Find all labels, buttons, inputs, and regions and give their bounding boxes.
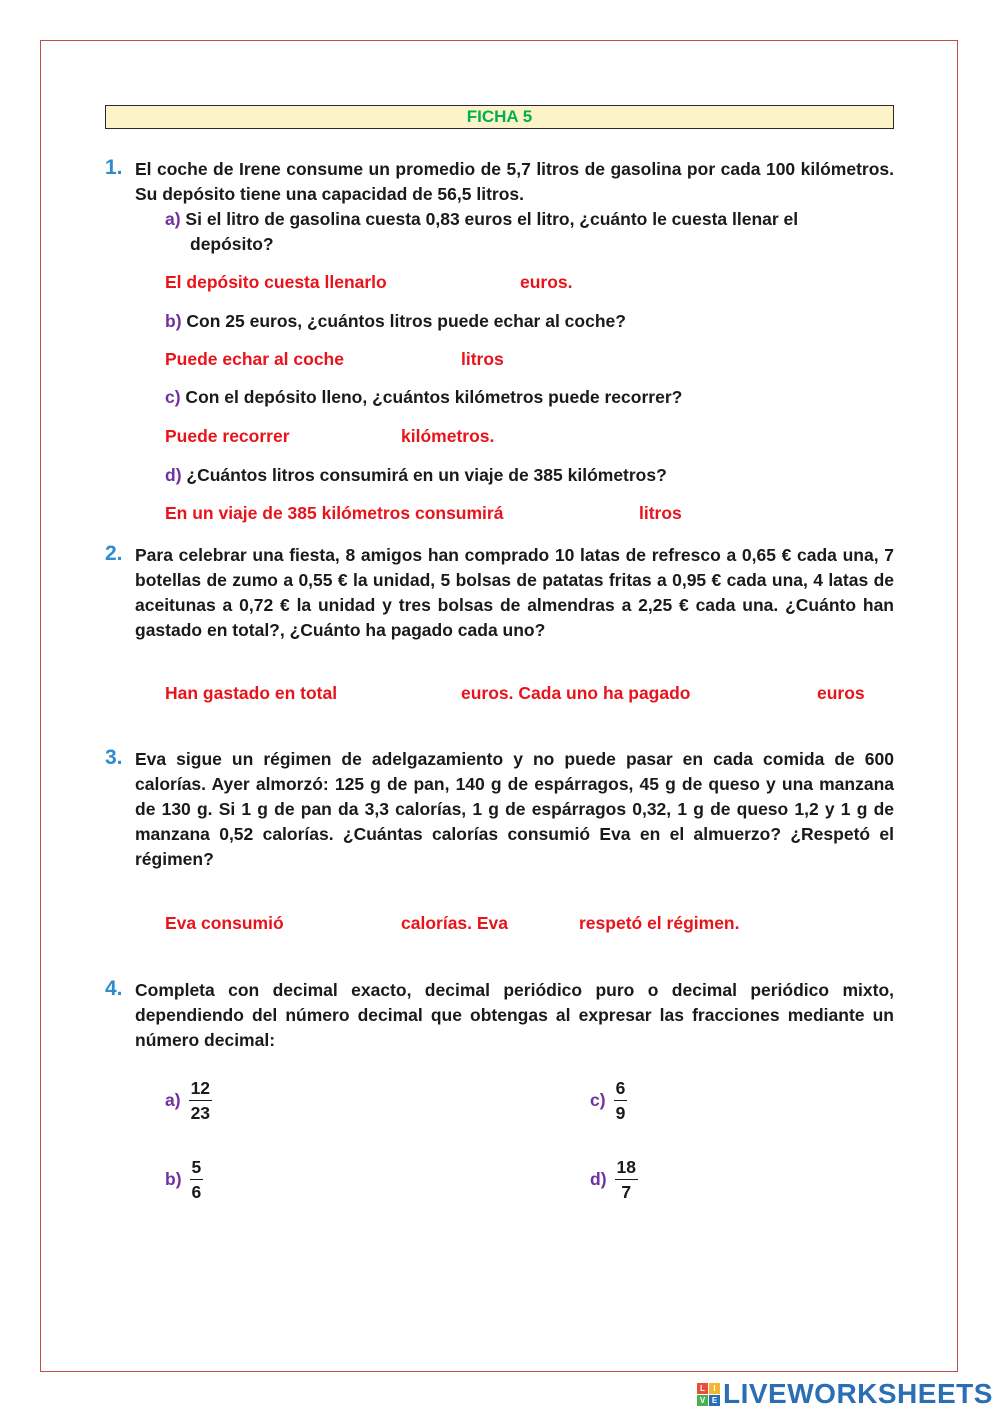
fraction-c-denominator: 9 bbox=[615, 1103, 626, 1123]
question-3-text: Eva sigue un régimen de adelgazamiento y no puede pasar en cada comida de 600 calorías. Ayer almorzó: 125 g de pan, 140 g de espárragos, 45 g de queso y una manzana de 130 g. Si 1 g de pan da 3,3 calorías, 1 g de espárragos 0,32, 1 g de queso 1,2 y 1 g de manzana 0,52 calorías. ¿Cuántas calorías consumió Eva en el almuerzo? ¿Respetó el régimen? bbox=[135, 749, 894, 869]
fraction-b-letter: b) bbox=[165, 1169, 182, 1189]
fraction-d-denominator: 7 bbox=[621, 1182, 632, 1202]
fraction-item-a bbox=[165, 1078, 212, 1123]
fraction-item-c bbox=[590, 1078, 627, 1123]
answer-1b-suffix: litros bbox=[461, 349, 504, 369]
answer-1c-suffix: kilómetros. bbox=[401, 426, 495, 446]
question-1d bbox=[165, 463, 894, 488]
question-1c bbox=[165, 385, 894, 410]
fraction-b-denominator: 6 bbox=[191, 1182, 202, 1202]
answer-3-part2: calorías. Eva bbox=[401, 913, 509, 933]
answer-2-part1: Han gastado en total bbox=[165, 683, 338, 703]
question-1b-letter: b) bbox=[165, 311, 182, 331]
fraction-item-b bbox=[165, 1157, 203, 1202]
question-1d-letter: d) bbox=[165, 465, 182, 485]
question-1b-text: Con 25 euros, ¿cuántos litros puede echar al coche? bbox=[181, 311, 626, 331]
question-1a-letter: a) bbox=[165, 209, 181, 229]
question-4-text: Completa con decimal exacto, decimal periódico puro o decimal periódico mixto, dependiendo del número decimal que obtengas al expresar las fracciones mediante un número decimal: bbox=[135, 980, 894, 1050]
question-1b bbox=[165, 309, 894, 334]
answer-3-part1: Eva consumió bbox=[165, 913, 284, 933]
fraction-a-numerator: 12 bbox=[189, 1078, 212, 1101]
fraction-a-denominator: 23 bbox=[190, 1103, 211, 1123]
fraction-d-letter: d) bbox=[590, 1169, 607, 1189]
answer-1c-prefix: Puede recorrer bbox=[165, 426, 290, 446]
question-1a bbox=[165, 207, 894, 257]
question-4-number: 4. bbox=[105, 977, 123, 1000]
fraction-d-numerator: 18 bbox=[615, 1157, 638, 1180]
brand-name: LIVEWORKSHEETS bbox=[723, 1378, 993, 1409]
logo-letter-l: L bbox=[697, 1383, 708, 1394]
fraction-c bbox=[614, 1078, 628, 1123]
fraction-c-numerator: 6 bbox=[614, 1078, 628, 1101]
answer-1d-suffix: litros bbox=[639, 503, 682, 523]
liveworksheets-logo-icon bbox=[697, 1383, 720, 1406]
logo-letter-i: I bbox=[709, 1383, 720, 1394]
answer-1d-prefix: En un viaje de 385 kilómetros consumirá bbox=[165, 503, 504, 523]
answer-2-part2: euros. Cada uno ha pagado bbox=[461, 683, 691, 703]
fraction-c-letter: c) bbox=[590, 1090, 606, 1110]
question-1d-text: ¿Cuántos litros consumirá en un viaje de 385 kilómetros? bbox=[181, 465, 667, 485]
logo-letter-v: V bbox=[697, 1395, 708, 1406]
liveworksheets-brand[interactable] bbox=[697, 1378, 993, 1410]
question-3-number: 3. bbox=[105, 746, 123, 769]
question-1c-text: Con el depósito lleno, ¿cuántos kilómetros puede recorrer? bbox=[180, 387, 683, 407]
worksheet-title: FICHA 5 bbox=[105, 105, 894, 129]
question-2-number: 2. bbox=[105, 542, 123, 565]
question-1c-letter: c) bbox=[165, 387, 181, 407]
answer-1a-prefix: El depósito cuesta llenarlo bbox=[165, 272, 387, 292]
fraction-item-d bbox=[590, 1157, 638, 1202]
answer-1a-suffix: euros. bbox=[520, 272, 573, 292]
question-2-text: Para celebrar una fiesta, 8 amigos han comprado 10 latas de refresco a 0,65 € cada una, 7 botellas de zumo a 0,55 € la unidad, 5 bolsas de patatas fritas a 0,95 € cada una, 4 latas de aceitunas a 0,72 € la unidad y tres bolsas de almendras a 2,25 € cada una. ¿Cuánto han gastado en total?, ¿Cuánto ha pagado cada uno? bbox=[135, 545, 894, 640]
question-1a-text-line2: depósito? bbox=[190, 234, 274, 254]
fraction-b-numerator: 5 bbox=[190, 1157, 204, 1180]
question-1-number: 1. bbox=[105, 156, 123, 179]
logo-letter-e: E bbox=[709, 1395, 720, 1406]
fraction-a bbox=[189, 1078, 212, 1123]
fraction-b bbox=[190, 1157, 204, 1202]
fraction-a-letter: a) bbox=[165, 1090, 181, 1110]
answer-3-part3: respetó el régimen. bbox=[579, 913, 740, 933]
fraction-d bbox=[615, 1157, 638, 1202]
answer-2-part3: euros bbox=[817, 683, 865, 703]
answer-1b-prefix: Puede echar al coche bbox=[165, 349, 344, 369]
question-1-text: El coche de Irene consume un promedio de 5,7 litros de gasolina por cada 100 kilómetros. Su depósito tiene una capacidad de 56,5 litros. bbox=[135, 159, 894, 204]
question-1a-text-line1: Si el litro de gasolina cuesta 0,83 euros el litro, ¿cuánto le cuesta llenar el bbox=[180, 209, 799, 229]
